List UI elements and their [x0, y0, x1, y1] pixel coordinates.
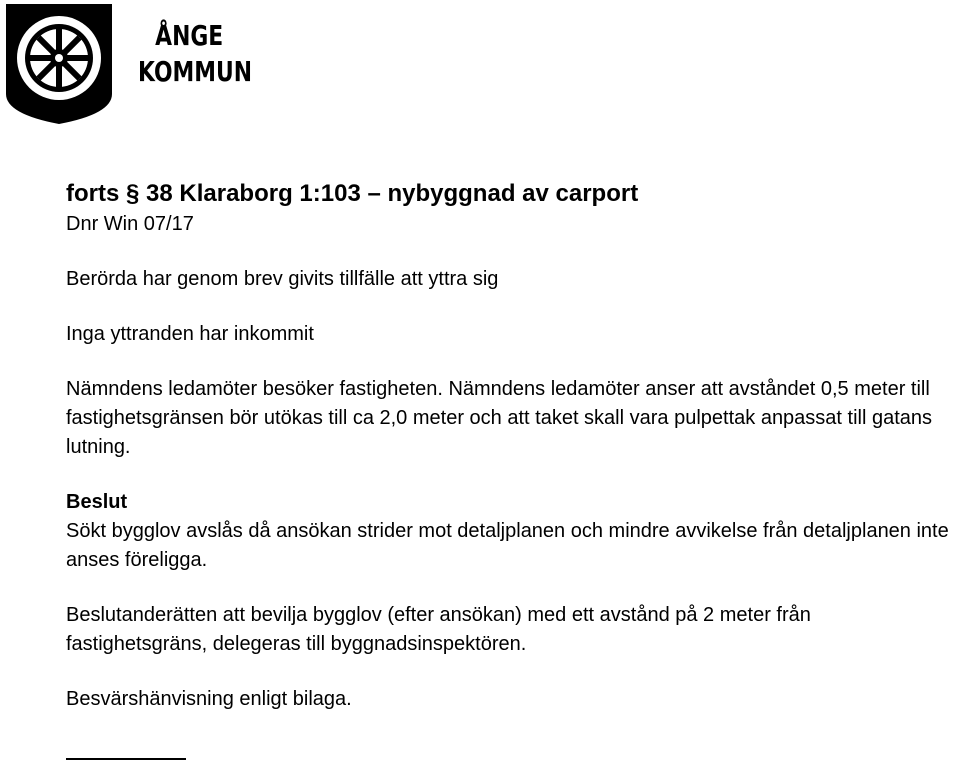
appeal-note: Besvärshänvisning enligt bilaga.: [66, 688, 352, 710]
paragraph-no-statements: Inga yttranden har inkommit: [66, 323, 314, 345]
section-title: forts § 38 Klaraborg 1:103 – nybyggnad av carport: [66, 180, 639, 207]
delegation-text: Beslutanderätten att bevilja bygglov (efter ansökan) med ett avstånd på 2 meter från fastighetsgräns, delegeras till byggnadsinspektören.: [66, 604, 811, 655]
diary-number: Dnr Win 07/17: [66, 213, 194, 235]
signature-line: [66, 758, 186, 760]
decision-text: Sökt bygglov avslås då ansökan strider mot detaljplanen och mindre avvikelse från detaljplanen inte anses föreligga.: [66, 520, 949, 571]
paragraph-notification: Berörda har genom brev givits tillfälle att yttra sig: [66, 268, 499, 290]
wheel-seal-icon: [4, 2, 114, 126]
logo-text-line2: KOMMUN: [138, 55, 252, 88]
logo-text-line1: ÅNGE: [155, 19, 224, 52]
municipality-logo: [0, 0, 260, 130]
decision-heading: Beslut: [66, 491, 128, 513]
logo-wordmark: [138, 18, 252, 90]
document-body: [66, 178, 956, 740]
paragraph-site-visit: Nämndens ledamöter besöker fastigheten. Nämndens ledamöter anser att avståndet 0,5 meter till fastighetsgränsen bör utökas till ca 2,0 meter och att taket skall vara pulpettak anpassat till gatans lutning.: [66, 378, 933, 458]
